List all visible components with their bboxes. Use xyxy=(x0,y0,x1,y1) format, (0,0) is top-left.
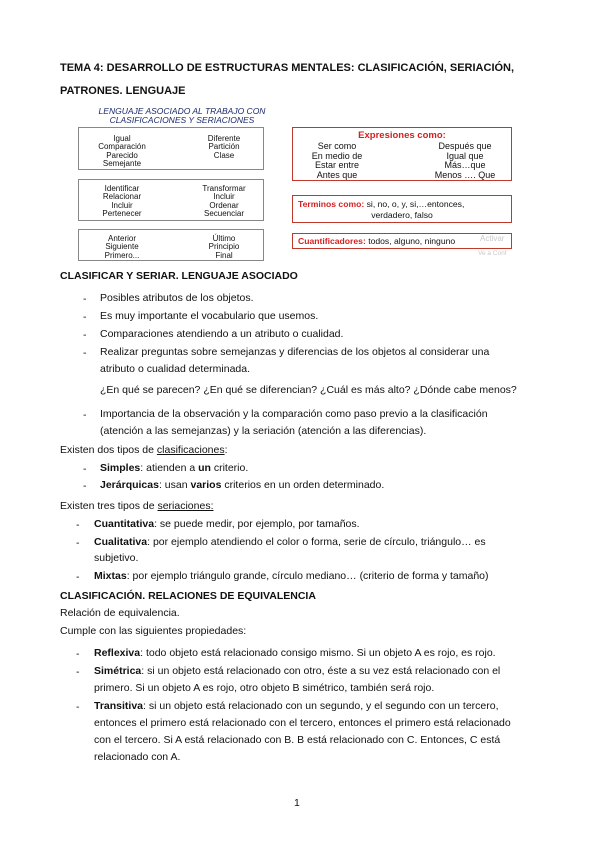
expression: Antes que xyxy=(316,169,358,180)
terms-box xyxy=(292,195,512,223)
word: Primero... xyxy=(104,250,140,260)
text-underlined: seriaciones: xyxy=(157,500,214,512)
term: Simples xyxy=(100,462,141,474)
list-item: Es muy importante el vocabulario que usemos. xyxy=(100,310,319,322)
vocab-box-3-right xyxy=(189,235,259,260)
word: Incluir xyxy=(111,200,133,210)
figure-heading xyxy=(82,107,282,125)
figure-heading-line1: LENGUAJE ASOCIADO AL TRABAJO CON xyxy=(98,106,266,116)
text: criterio. xyxy=(210,462,249,474)
expressions-box xyxy=(292,127,512,181)
dash-icon: - xyxy=(83,347,87,359)
list-item: Realizar preguntas sobre semejanzas y diferencias de los objetos al considerar una xyxy=(100,346,490,358)
term: Transitiva xyxy=(94,700,144,712)
word: Transformar xyxy=(202,184,246,193)
dash-icon: - xyxy=(76,666,80,678)
expression: Estar entre xyxy=(314,160,360,171)
watermark-text-2: Ve a Conf xyxy=(478,250,507,257)
word: Siguiente xyxy=(105,242,139,252)
word: Diferente xyxy=(207,134,241,143)
word: Incluir xyxy=(213,192,235,202)
vocab-box-1 xyxy=(78,127,264,170)
list-item xyxy=(94,663,500,681)
paragraph: Cumple con las siguientes propiedades: xyxy=(60,625,247,637)
terms-line1 xyxy=(298,199,510,209)
expressions-left xyxy=(297,142,377,180)
expression: En medio de xyxy=(311,150,363,161)
word: Comparación xyxy=(98,142,146,152)
text: criterios en un orden determinado. xyxy=(221,479,385,491)
text: : todo objeto está relacionado consigo mismo. Si un objeto A es rojo, es rojo. xyxy=(140,647,496,659)
term: Simétrica xyxy=(94,665,142,677)
text: : por ejemplo triángulo grande, círculo mediano… (criterio de forma y tamaño) xyxy=(126,570,489,582)
list-item: Comparaciones atendiendo a un atributo o cualidad. xyxy=(100,328,344,340)
vocab-box-3 xyxy=(78,229,264,261)
text: : atienden a xyxy=(140,462,199,474)
text: : si un objeto está relacionado con otro, éste a su vez está relacionado con el xyxy=(141,665,501,677)
clasificaciones-intro xyxy=(60,444,228,456)
dash-icon: - xyxy=(83,311,87,323)
quantifiers-label: Cuantificadores: xyxy=(298,236,366,246)
dash-icon: - xyxy=(76,571,80,583)
list-item: Importancia de la observación y la comparación como paso previo a la clasificación xyxy=(100,408,488,420)
expression: Igual que xyxy=(446,150,484,161)
section-heading-clasificar: CLASIFICAR Y SERIAR. LENGUAJE ASOCIADO xyxy=(60,270,298,282)
word: Final xyxy=(215,250,233,260)
term: Reflexiva xyxy=(94,647,141,659)
word: Clase xyxy=(213,150,235,160)
dash-icon: - xyxy=(83,293,87,305)
list-item-cont: relacionado con A. xyxy=(94,751,181,763)
text: : se puede medir, por ejemplo, por tamaños. xyxy=(154,518,360,530)
word: Partición xyxy=(208,142,240,152)
word: Principio xyxy=(208,242,240,252)
text: : xyxy=(224,444,228,456)
text: : por ejemplo atendiendo el color o forma, serie de círculo, triángulo… es xyxy=(147,536,486,548)
word: Semejante xyxy=(102,159,142,169)
page-title: TEMA 4: DESARROLLO DE ESTRUCTURAS MENTALES: CLASIFICACIÓN, SERIACIÓN, PATRONES. LENGUAJE xyxy=(60,62,515,97)
word: Ordenar xyxy=(209,200,239,210)
quantifiers-box xyxy=(292,233,512,249)
list-item-cont: con el tercero. Si A está relacionado con B. B está relacionado con C. Entonces, C está xyxy=(94,734,501,746)
text-bold: un xyxy=(198,462,211,474)
page-number: 1 xyxy=(294,797,300,809)
list-item-cont: (atención a las semejanzas) y la seriación (atención a las diferencias). xyxy=(100,425,427,437)
vocab-box-2 xyxy=(78,179,264,221)
vocab-box-2-left xyxy=(87,185,157,219)
vocab-box-1-right xyxy=(189,135,259,160)
seriaciones-intro xyxy=(60,500,214,512)
dash-icon: - xyxy=(76,701,80,713)
expression: Ser como xyxy=(317,141,357,151)
dash-icon: - xyxy=(76,648,80,660)
term: Cuantitativa xyxy=(94,518,155,530)
text: Existen dos tipos de xyxy=(60,444,157,456)
quantifiers-text: todos, alguno, ninguno xyxy=(365,236,456,246)
word: Relacionar xyxy=(102,192,142,202)
word: Último xyxy=(212,234,236,243)
text: : si un objeto está relacionado con un segundo, y el segundo con un tercero, xyxy=(143,700,499,712)
example-questions: ¿En qué se parecen? ¿En qué se diferencian? ¿Cuál es más alto? ¿Dónde cabe menos? xyxy=(100,384,517,396)
list-item xyxy=(100,460,248,478)
term: Cualitativa xyxy=(94,536,148,548)
word: Pertenecer xyxy=(102,209,142,219)
list-item xyxy=(94,645,496,663)
word: Anterior xyxy=(107,234,136,243)
dash-icon: - xyxy=(83,329,87,341)
section-heading-relaciones: CLASIFICACIÓN. RELACIONES DE EQUIVALENCIA xyxy=(60,590,316,602)
dash-icon: - xyxy=(76,537,80,549)
list-item xyxy=(94,516,360,534)
term: Mixtas xyxy=(94,570,127,582)
expressions-title: Expresiones como: xyxy=(358,130,446,141)
figure-heading-line2: CLASIFICACIONES Y SERIACIONES xyxy=(109,115,255,125)
quantifiers-line xyxy=(298,236,510,246)
word: Identificar xyxy=(104,184,140,193)
expression: Más…que xyxy=(444,160,486,171)
vocab-box-1-left xyxy=(87,135,157,169)
dash-icon: - xyxy=(83,409,87,421)
term: Jerárquicas xyxy=(100,479,159,491)
paragraph: Relación de equivalencia. xyxy=(60,607,180,619)
terms-line2: verdadero, falso xyxy=(371,210,433,220)
list-item: Posibles atributos de los objetos. xyxy=(100,292,254,304)
list-item xyxy=(94,534,486,552)
text: Existen tres tipos de xyxy=(60,500,158,512)
list-item xyxy=(94,698,499,716)
watermark-text-1: Activar xyxy=(480,234,505,243)
text-bold: varios xyxy=(190,479,222,491)
list-item-cont: subjetivo. xyxy=(94,552,139,564)
expressions-right xyxy=(421,142,509,180)
word: Secuenciar xyxy=(203,209,245,219)
list-item xyxy=(100,477,384,495)
list-item-cont: primero. Si un objeto A es rojo, otro objeto B simétrico, también será rojo. xyxy=(94,682,435,694)
dash-icon: - xyxy=(83,480,87,492)
list-item-cont: atributo o cualidad determinada. xyxy=(100,363,251,375)
expression: Menos …. Que xyxy=(434,169,496,180)
vocab-box-2-right xyxy=(189,185,259,219)
vocab-box-3-left xyxy=(87,235,157,260)
dash-icon: - xyxy=(83,463,87,475)
terms-text: si, no, o, y, si,…entonces, xyxy=(364,199,465,209)
text: : usan xyxy=(158,479,191,491)
word: Igual xyxy=(113,134,131,143)
word: Parecido xyxy=(106,150,138,160)
dash-icon: - xyxy=(76,519,80,531)
list-item xyxy=(94,568,489,586)
expression: Después que xyxy=(438,141,492,151)
list-item-cont: entonces el primero está relacionado con el tercero, entonces el primero está relacionado xyxy=(94,717,511,729)
text-underlined: clasificaciones xyxy=(156,444,225,456)
terms-label: Terminos como: xyxy=(298,199,365,209)
